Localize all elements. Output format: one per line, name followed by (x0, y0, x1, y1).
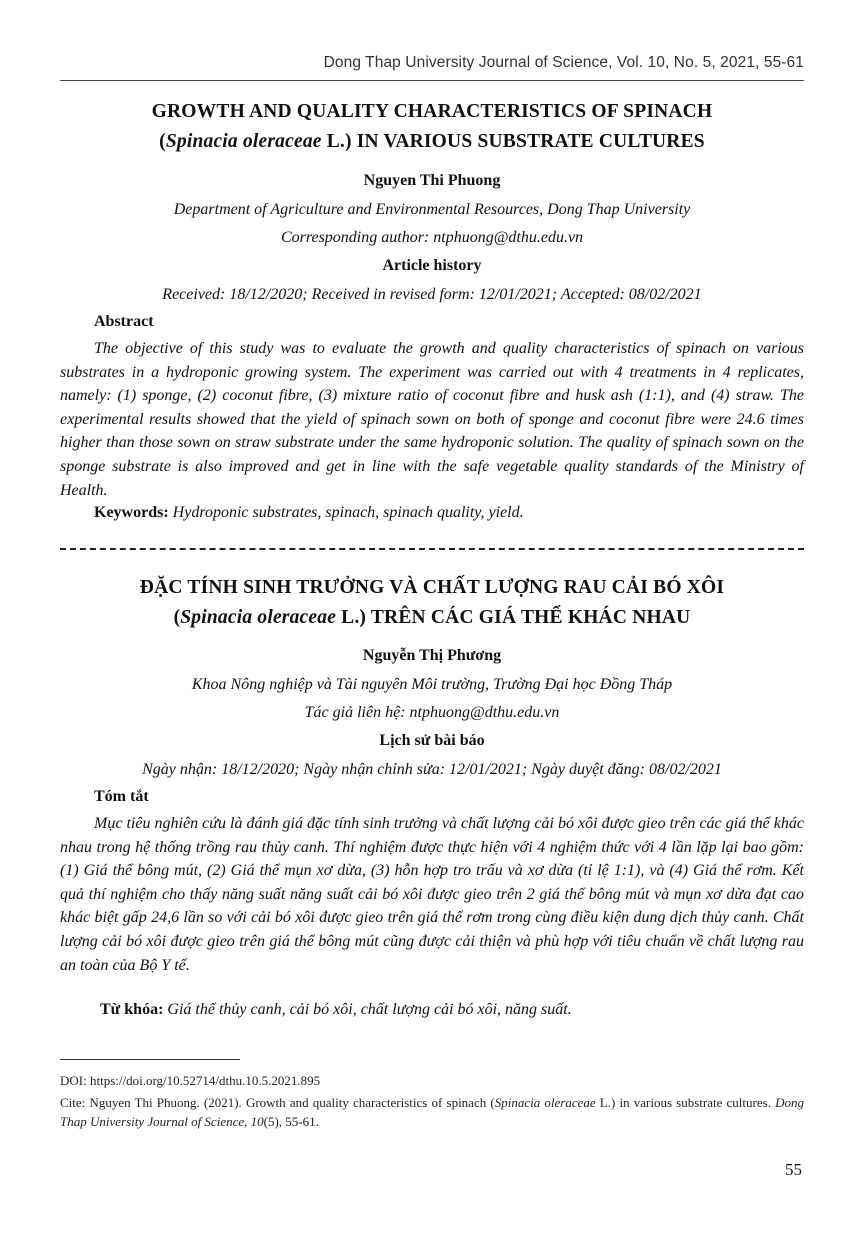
vietnamese-title: ĐẶC TÍNH SINH TRƯỞNG VÀ CHẤT LƯỢNG RAU CẢI BÓ XÔI (Spinacia oleraceae L.) TRÊN CÁC GIÁ THỂ KHÁC NHAU (139, 577, 725, 628)
vietnamese-abstract-heading: Tóm tắt (94, 788, 149, 805)
vietnamese-author: Nguyễn Thị Phương (362, 647, 502, 664)
vietnamese-title-line1: ĐẶC TÍNH SINH TRƯỞNG VÀ CHẤT LƯỢNG RAU CẢI BÓ XÔI (139, 577, 725, 598)
english-history: Received: 18/12/2020; Received in revised form: 12/01/2021; Accepted: 08/02/2021 (162, 286, 702, 303)
english-abstract: The objective of this study was to evaluate the growth and quality characteristics of spinach on various substrates in a hydroponic growing system. The experiment was carried out with 4 treatments in 4 replicates, namely: (1) sponge, (2) coconut fibre, (3) mixture ratio of coconut fibre and husk ash (1:1), and (4) straw. The experimental results showed that the yield of spinach sown on both of sponge and coconut fibre were 24.6 times higher than those sown on straw substrate under the same hydroponic solution. The quality of spinach sown on the sponge substrate is also improved and get in line with the safe vegetable quality standards of the Ministry of Health. (60, 340, 804, 499)
footnote-doi: DOI: https://doi.org/10.52714/dthu.10.5.2021.895 (60, 1073, 321, 1088)
vietnamese-keywords (100, 1001, 572, 1019)
vietnamese-keywords-label: Từ khóa: (100, 1001, 164, 1018)
header-rule (60, 80, 804, 81)
english-title: GROWTH AND QUALITY CHARACTERISTICS OF SPINACH (Spinacia oleraceae L.) IN VARIOUS SUBSTRATE CULTURES (151, 101, 713, 152)
english-keywords (94, 504, 524, 522)
citation-journal: Dong Thap University Journal of Science, 10 (60, 1095, 804, 1129)
vietnamese-abstract: Mục tiêu nghiên cứu là đánh giá đặc tính sinh trưởng và chất lượng cải bó xôi được gieo trên các giá thể khác nhau trong hệ thống trồng rau thủy canh. Thí nghiệm được thực hiện với 4 nghiệm thức với 4 lần lặp lại bao gồm: (1) Giá thể bông mút, (2) Giá thể mụn xơ dừa, (3) hỗn hợp tro trấu và xơ dừa (tỉ lệ 1:1), và (4) Giá thể rơm. Kết quả thí nghiệm cho thấy năng suất năng suất cải bó xôi được gieo trên 2 giá thể bông mút và mụn xơ dừa đạt cao khác biệt gấp 24,6 lần so với cải bó xôi được gieo trên giá thể rơm trong cùng điều kiện dung dịch thủy canh. Chất lượng cải bó xôi được gieo trên giá thể bông mút cũng được cải thiện và phù hợp với tiêu chuẩn về chất lượng rau an toàn của Bộ Y tế. (60, 815, 804, 974)
english-title-line1: GROWTH AND QUALITY CHARACTERISTICS OF SPINACH (151, 101, 713, 122)
section-divider (60, 548, 804, 550)
vietnamese-history-heading: Lịch sử bài báo (379, 732, 485, 749)
vietnamese-corresponding-author: Tác giả liên hệ: ntphuong@dthu.edu.vn (304, 704, 560, 721)
english-affiliation: Department of Agriculture and Environmental Resources, Dong Thap University (173, 201, 691, 218)
english-history-heading: Article history (382, 257, 482, 274)
vietnamese-keywords-text: Giá thể thủy canh, cải bó xôi, chất lượng cải bó xôi, năng suất. (163, 1001, 572, 1018)
footnote-citation: Cite: Nguyen Thi Phuong. (2021). Growth and quality characteristics of spinach (Spinacia oleraceae L.) in various substrate cultures. Dong Thap University Journal of Science, 10(5), 55-61. (60, 1095, 804, 1129)
english-abstract-heading: Abstract (94, 313, 154, 330)
footnote-rule (60, 1059, 240, 1060)
vietnamese-history: Ngày nhận: 18/12/2020; Ngày nhận chỉnh sửa: 12/01/2021; Ngày duyệt đăng: 08/02/2021 (142, 761, 722, 778)
english-title-species: Spinacia oleraceae (165, 131, 322, 152)
page-number: 55 (785, 1160, 802, 1179)
citation-species: Spinacia oleraceae (494, 1095, 596, 1110)
journal-header: Dong Thap University Journal of Science, Vol. 10, No. 5, 2021, 55-61 (323, 54, 804, 71)
english-corresponding-author: Corresponding author: ntphuong@dthu.edu.vn (280, 229, 584, 246)
english-author: Nguyen Thi Phuong (363, 172, 501, 189)
english-keywords-text: Hydroponic substrates, spinach, spinach quality, yield. (168, 504, 524, 521)
vietnamese-title-species: Spinacia oleraceae (180, 607, 337, 628)
english-keywords-label: Keywords: (94, 504, 169, 521)
vietnamese-affiliation: Khoa Nông nghiệp và Tài nguyên Môi trường, Trường Đại học Đồng Tháp (191, 676, 673, 693)
